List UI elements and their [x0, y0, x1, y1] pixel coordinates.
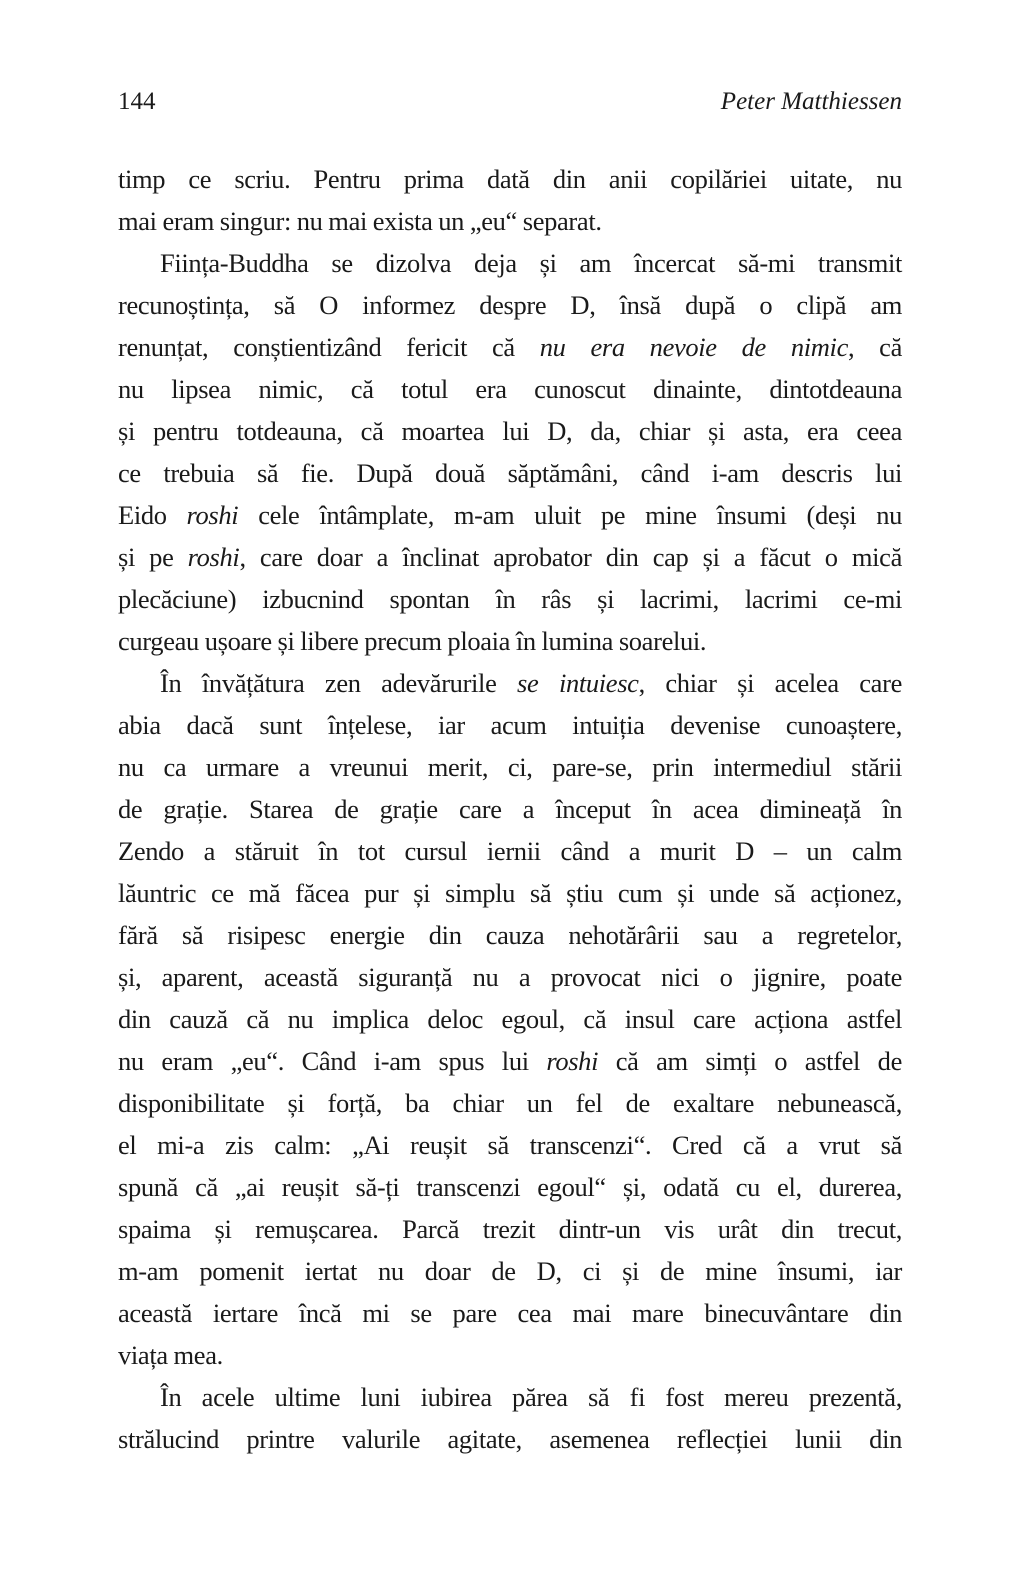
text-segment: și pe [118, 542, 188, 572]
text-segment: m-am pomenit iertat nu doar de D, ci și de mine însumi, iar [118, 1256, 902, 1286]
text-line [118, 1166, 902, 1208]
text-segment: și pentru totdeauna, că moartea lui D, da, chiar și asta, era ceea [118, 416, 902, 446]
text-line [118, 662, 902, 704]
text-line [118, 998, 902, 1040]
text-line [118, 1124, 902, 1166]
text-line [118, 536, 902, 578]
italic-text: nu era nevoie de nimic [539, 332, 848, 362]
text-line [118, 1334, 902, 1376]
text-segment: curgeau ușoare și libere precum ploaia în lumina soarelui. [118, 626, 707, 656]
text-segment: mai eram singur: nu mai exista un „eu“ separat. [118, 206, 602, 236]
text-line [118, 326, 902, 368]
text-segment: spaima și remușcarea. Parcă trezit dintr-un vis urât din trecut, [118, 1214, 902, 1244]
text-segment: din cauză că nu implica deloc egoul, că insul care acționa astfel [118, 1004, 902, 1034]
text-line [118, 746, 902, 788]
text-segment: spună că „ai reușit să-ți transcenzi egoul“ și, odată cu el, durerea, [118, 1172, 902, 1202]
text-line [118, 452, 902, 494]
text-segment: că am simți o astfel de [598, 1046, 902, 1076]
page-header [118, 88, 902, 128]
text-segment: disponibilitate și forță, ba chiar un fel de exaltare nebunească, [118, 1088, 902, 1118]
text-segment: În învățătura zen adevărurile [160, 668, 518, 698]
text-line [118, 494, 902, 536]
text-segment: de grație. Starea de grație care a început în acea dimineață în [118, 794, 902, 824]
text-line [118, 578, 902, 620]
text-line [118, 200, 902, 242]
text-segment: plecăciune) izbucnind spontan în râs și lacrimi, lacrimi ce-mi [118, 584, 902, 614]
page-number: 144 [118, 88, 156, 115]
text-segment: lăuntric ce mă făcea pur și simplu să știu cum și unde să acționez, [118, 878, 902, 908]
text-line [118, 1082, 902, 1124]
body-text [118, 158, 902, 1460]
text-line [118, 704, 902, 746]
text-line [118, 368, 902, 410]
text-segment: abia dacă sunt înțelese, iar acum intuiția devenise cunoaștere, [118, 710, 902, 740]
text-line [118, 158, 902, 200]
text-segment: și, aparent, această siguranță nu a provocat nici o jignire, poate [118, 962, 902, 992]
text-segment: nu eram „eu“. Când i-am spus lui [118, 1046, 547, 1076]
text-segment: Eido [118, 500, 187, 530]
italic-text: roshi [546, 1046, 599, 1076]
text-segment: Zendo a stăruit în tot cursul iernii când a murit D – un calm [118, 836, 902, 866]
text-segment: ce trebuia să fie. După două săptămâni, când i-am descris lui [118, 458, 902, 488]
text-segment: fără să risipesc energie din cauza nehotărârii sau a regretelor, [118, 920, 902, 950]
text-line [118, 788, 902, 830]
text-segment: , care doar a înclinat aprobator din cap și a făcut o mică [239, 542, 902, 572]
italic-text: se intuiesc [517, 668, 639, 698]
text-line [118, 956, 902, 998]
text-line [118, 1376, 902, 1418]
text-line [118, 410, 902, 452]
text-segment: , chiar și acelea care [638, 668, 902, 698]
text-segment: viața mea. [118, 1340, 223, 1370]
text-segment: timp ce scriu. Pentru prima dată din anii copilăriei uitate, nu [118, 164, 902, 194]
text-line [118, 1292, 902, 1334]
text-segment: cele întâmplate, m-am uluit pe mine însumi (deși nu [238, 500, 902, 530]
italic-text: roshi [187, 542, 240, 572]
text-line [118, 872, 902, 914]
text-segment: nu ca urmare a vreunui merit, ci, pare-se, prin intermediul stării [118, 752, 902, 782]
text-line [118, 242, 902, 284]
italic-text: roshi [186, 500, 239, 530]
text-line [118, 620, 902, 662]
text-line [118, 1208, 902, 1250]
text-segment: el mi-a zis calm: „Ai reușit să transcenzi“. Cred că a vrut să [118, 1130, 902, 1160]
text-segment: În acele ultime luni iubirea părea să fi fost mereu prezentă, [160, 1382, 902, 1412]
text-segment: această iertare încă mi se pare cea mai mare binecuvântare din [118, 1298, 902, 1328]
book-page [118, 88, 902, 1454]
text-line [118, 830, 902, 872]
text-line [118, 1418, 902, 1460]
text-line [118, 914, 902, 956]
text-segment: nu lipsea nimic, că totul era cunoscut dinainte, dintotdeauna [118, 374, 902, 404]
text-segment: Ființa-Buddha se dizolva deja și am încercat să-mi transmit [160, 248, 902, 278]
text-segment: recunoștința, să O informez despre D, însă după o clipă am [118, 290, 902, 320]
text-line [118, 1250, 902, 1292]
text-segment: , că [847, 332, 902, 362]
text-segment: strălucind printre valurile agitate, asemenea reflecției lunii din [118, 1424, 902, 1454]
text-segment: renunțat, conștientizând fericit că [118, 332, 540, 362]
text-line [118, 1040, 902, 1082]
text-line [118, 284, 902, 326]
running-head-author: Peter Matthiessen [720, 88, 902, 115]
